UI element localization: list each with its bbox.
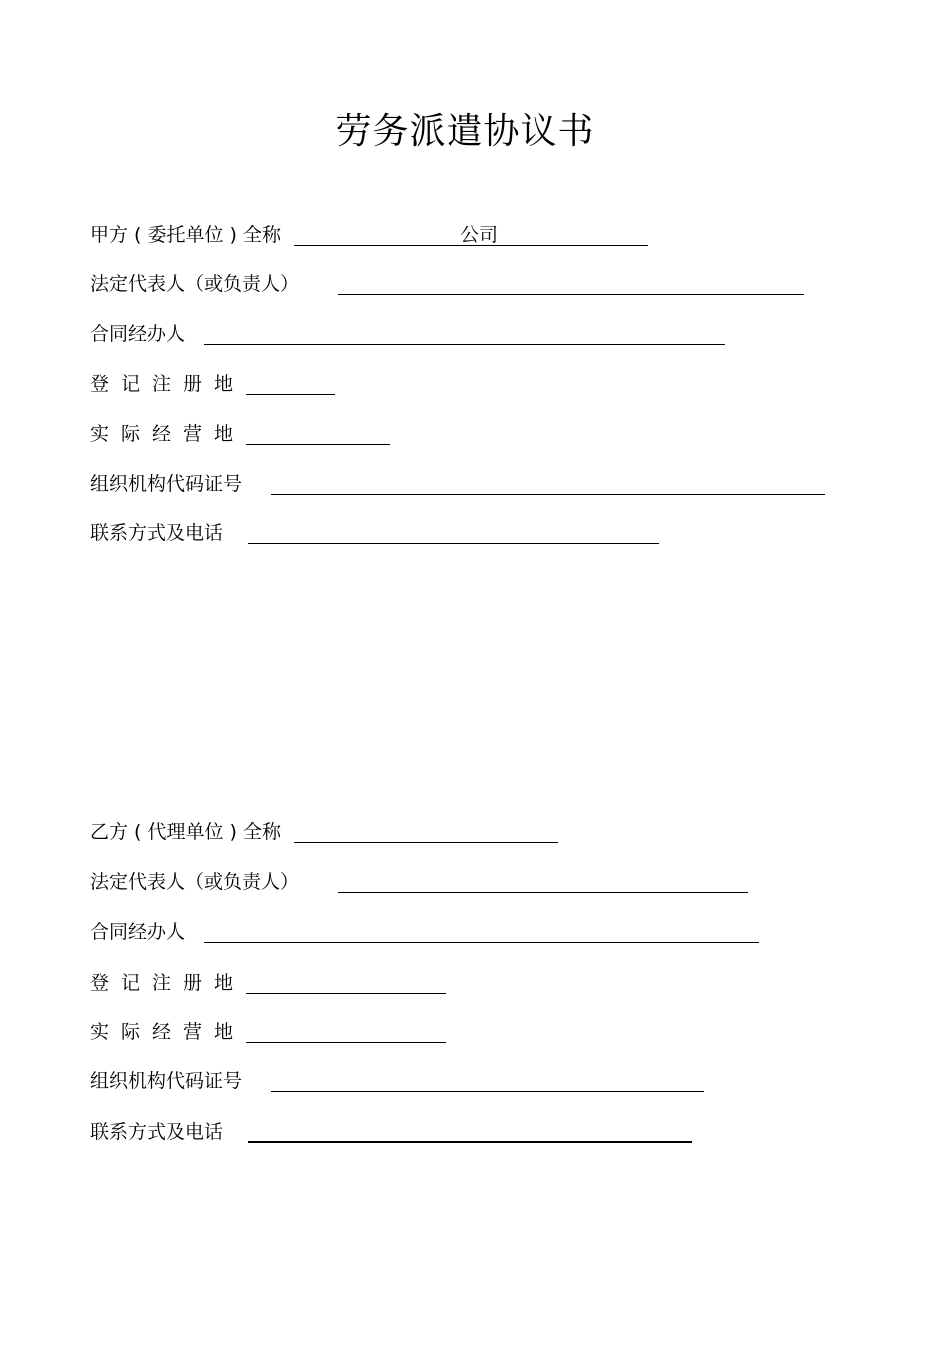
party-b-contact-field[interactable] — [248, 1141, 692, 1143]
party-b-agent-field[interactable] — [204, 942, 759, 943]
party-a-legal-rep-field[interactable] — [338, 294, 804, 295]
party-a-reg-address-field[interactable] — [246, 394, 335, 395]
party-a-org-code-label: 组织机构代码证号 — [90, 473, 243, 495]
party-b-biz-address-field[interactable] — [246, 1042, 446, 1043]
party-b-reg-address-field[interactable] — [246, 993, 446, 994]
party-b-contact-label: 联系方式及电话 — [90, 1121, 224, 1143]
party-a-full-name-label: 甲方 ( 委托单位 ) 全称 — [90, 224, 281, 246]
party-b-org-code-field[interactable] — [271, 1091, 704, 1092]
party-a-full-name-value: 公司 — [460, 224, 499, 246]
party-b-agent-label: 合同经办人 — [90, 921, 186, 943]
party-b-full-name-field[interactable] — [294, 842, 558, 843]
party-a-biz-address-field[interactable] — [246, 444, 390, 445]
party-b-org-code-label: 组织机构代码证号 — [90, 1070, 243, 1092]
party-a-reg-address-label: 登记注册地 — [90, 373, 246, 395]
party-a-org-code-field[interactable] — [271, 494, 825, 495]
party-b-full-name-label: 乙方 ( 代理单位 ) 全称 — [90, 821, 281, 843]
party-a-agent-field[interactable] — [204, 344, 725, 345]
party-a-biz-address-label: 实际经营地 — [90, 423, 246, 445]
party-a-contact-label: 联系方式及电话 — [90, 522, 224, 544]
document-title: 劳务派遣协议书 — [335, 111, 595, 152]
party-a-legal-rep-label: 法定代表人（或负责人） — [90, 273, 300, 295]
party-b-legal-rep-label: 法定代表人（或负责人） — [90, 871, 300, 893]
party-b-legal-rep-field[interactable] — [338, 892, 748, 893]
party-a-contact-field[interactable] — [248, 543, 659, 544]
party-b-biz-address-label: 实际经营地 — [90, 1021, 246, 1043]
party-a-agent-label: 合同经办人 — [90, 323, 186, 345]
party-b-reg-address-label: 登记注册地 — [90, 972, 246, 994]
